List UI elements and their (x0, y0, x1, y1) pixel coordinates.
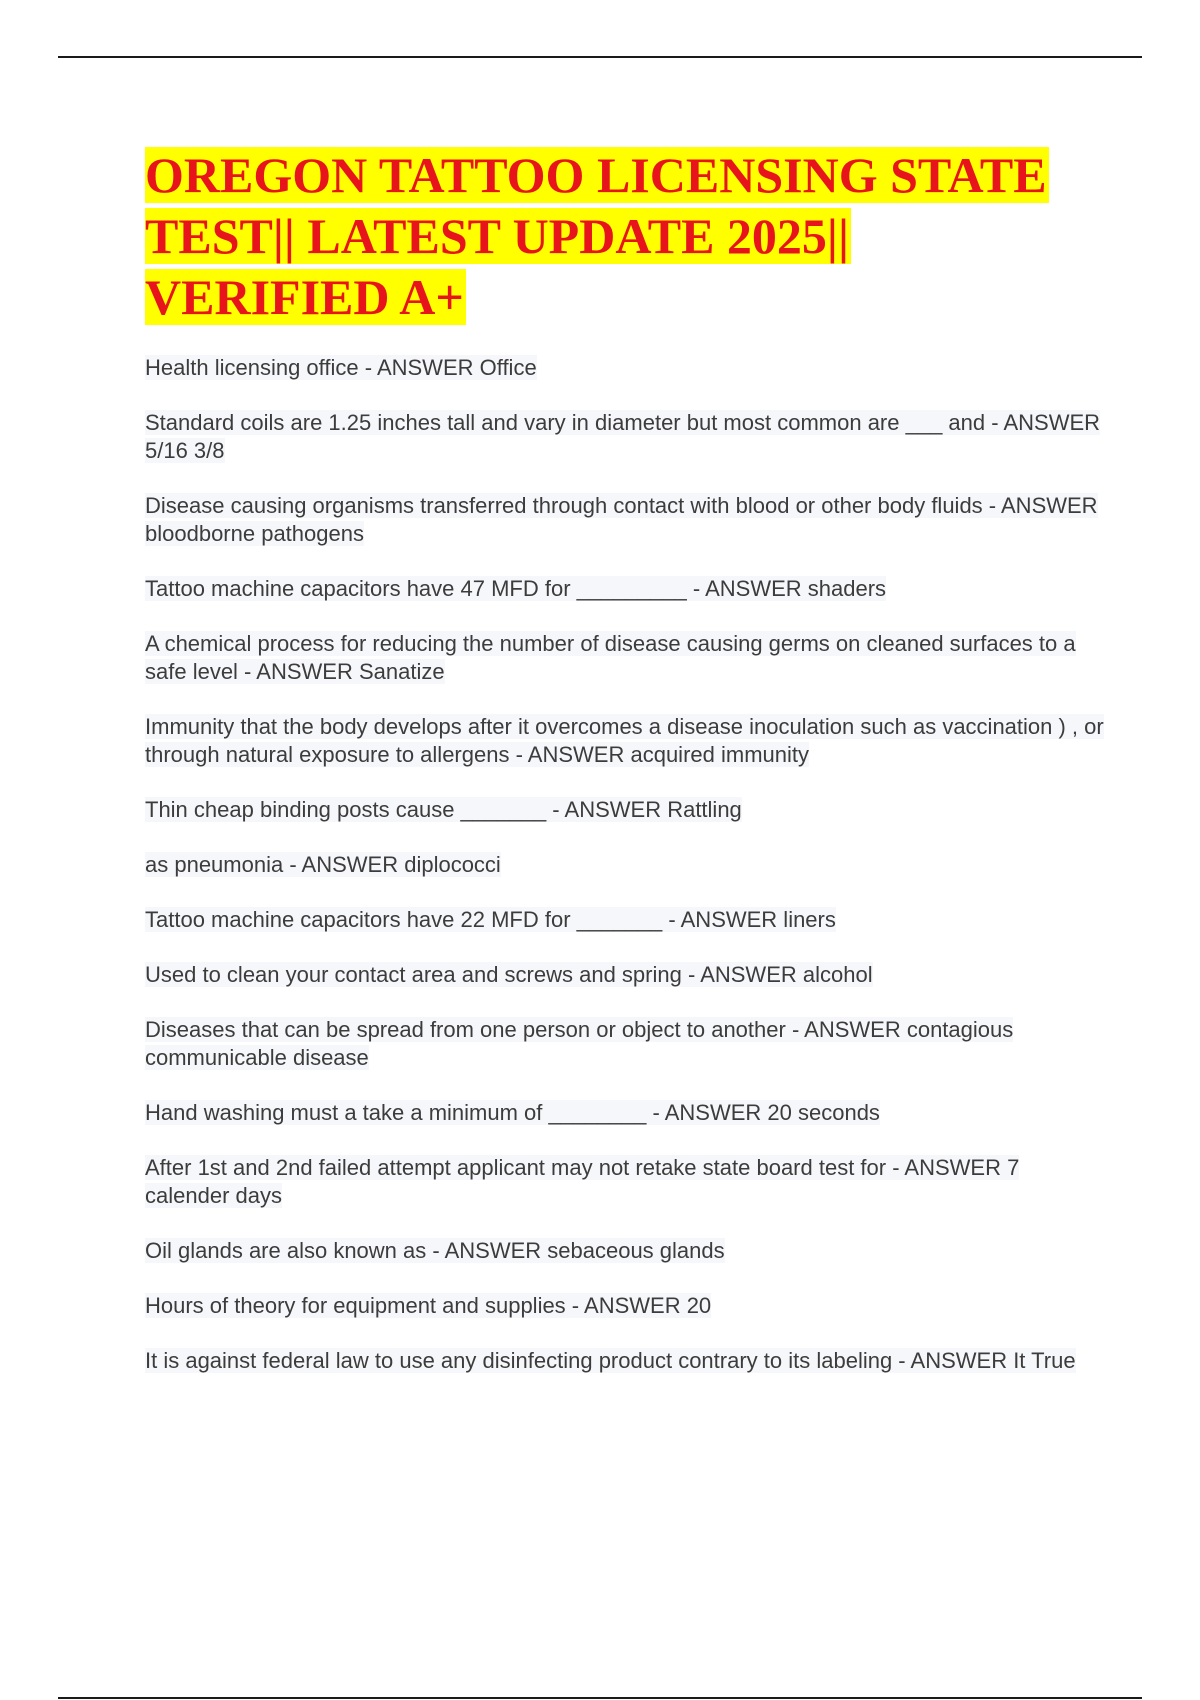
footer-rule (58, 1697, 1142, 1699)
qa-item-text: Health licensing office - ANSWER Office (145, 355, 537, 380)
qa-item (145, 409, 1105, 465)
qa-item (145, 1154, 1105, 1210)
qa-item (145, 713, 1105, 769)
qa-item-text: After 1st and 2nd failed attempt applicant may not retake state board test for - ANSWER 7 calender days (145, 1155, 1020, 1208)
header-rule (58, 56, 1142, 58)
qa-item-text: Standard coils are 1.25 inches tall and vary in diameter but most common are ___ and - ANSWER 5/16 3/8 (145, 410, 1101, 463)
qa-item-text: It is against federal law to use any disinfecting product contrary to its labeling - ANSWER It True (145, 1348, 1076, 1373)
qa-item (145, 1099, 1105, 1127)
document-title (145, 145, 1105, 328)
qa-item (145, 492, 1105, 548)
qa-item-text: Used to clean your contact area and screws and spring - ANSWER alcohol (145, 962, 873, 987)
document-body (145, 145, 1105, 1402)
qa-item-text: Disease causing organisms transferred through contact with blood or other body fluids - ANSWER bloodborne pathogens (145, 493, 1098, 546)
qa-item-text: Hand washing must a take a minimum of ________ - ANSWER 20 seconds (145, 1100, 880, 1125)
qa-item (145, 354, 1105, 382)
qa-item (145, 1292, 1105, 1320)
qa-item-text: Thin cheap binding posts cause _______ - ANSWER Rattling (145, 797, 742, 822)
qa-item-text: Tattoo machine capacitors have 47 MFD for _________ - ANSWER shaders (145, 576, 887, 601)
qa-item (145, 630, 1105, 686)
qa-item (145, 1237, 1105, 1265)
qa-item (145, 575, 1105, 603)
qa-item-text: Hours of theory for equipment and supplies - ANSWER 20 (145, 1293, 712, 1318)
qa-item (145, 796, 1105, 824)
qa-item-text: as pneumonia - ANSWER diplococci (145, 852, 501, 877)
qa-list (145, 354, 1105, 1375)
document-title-text: OREGON TATTOO LICENSING STATE TEST|| LATEST UPDATE 2025|| VERIFIED A+ (145, 147, 1047, 325)
qa-item (145, 851, 1105, 879)
qa-item (145, 961, 1105, 989)
qa-item-text: Oil glands are also known as - ANSWER sebaceous glands (145, 1238, 725, 1263)
qa-item-text: Diseases that can be spread from one person or object to another - ANSWER contagious communicable disease (145, 1017, 1014, 1070)
qa-item (145, 1016, 1105, 1072)
qa-item-text: A chemical process for reducing the number of disease causing germs on cleaned surfaces to a safe level - ANSWER Sanatize (145, 631, 1076, 684)
qa-item (145, 1347, 1105, 1375)
qa-item-text: Immunity that the body develops after it overcomes a disease inoculation such as vaccination ) , or through natural exposure to allergens - ANSWER acquired immunity (145, 714, 1104, 767)
qa-item (145, 906, 1105, 934)
qa-item-text: Tattoo machine capacitors have 22 MFD for _______ - ANSWER liners (145, 907, 836, 932)
